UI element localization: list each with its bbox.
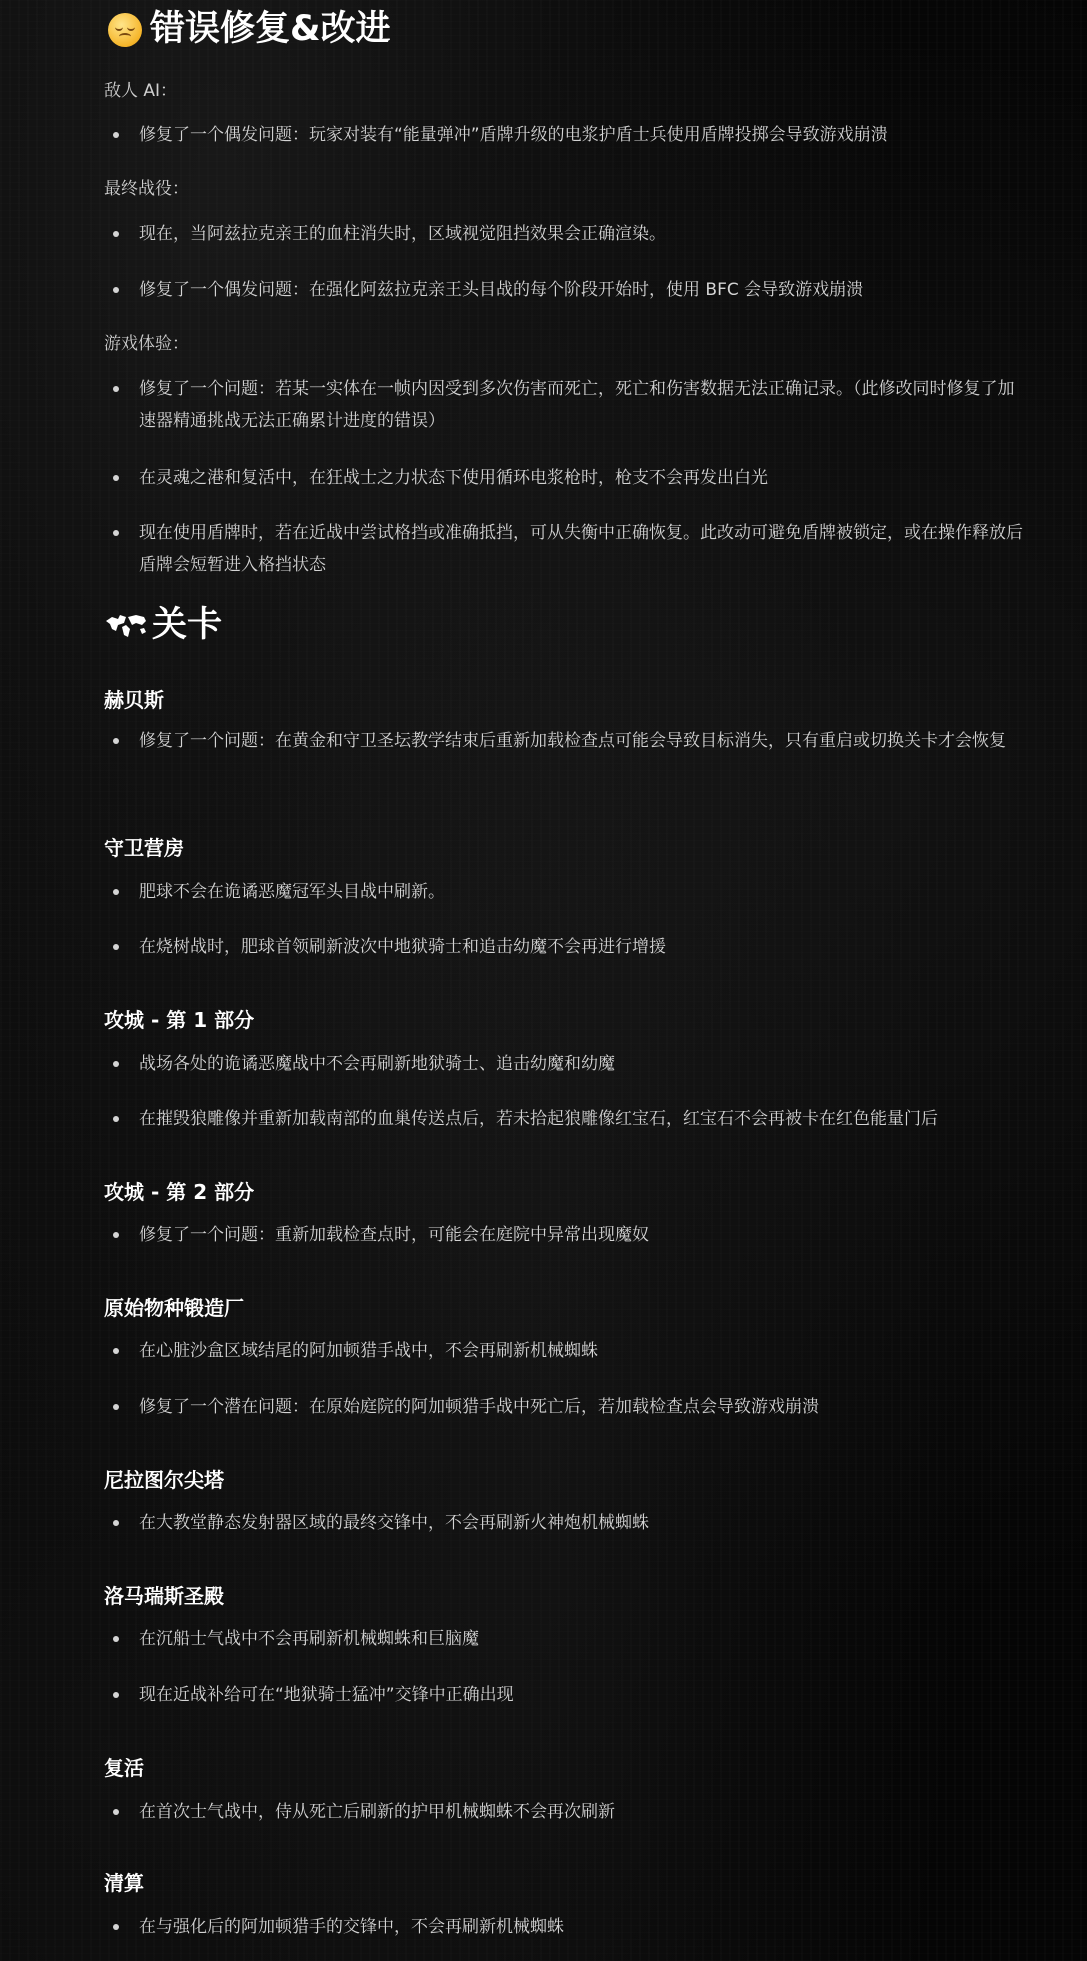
- list-item: 在与强化后的阿加顿猎手的交锋中，不会再刷新机械蜘蛛: [104, 1911, 1030, 1943]
- list-item: 修复了一个问题：若某一实体在一帧内因受到多次伤害而死亡，死亡和伤害数据无法正确记录。（此修改同时修复了加速器精通挑战无法正确累计进度的错误）: [104, 373, 1030, 437]
- levels-title: 关卡: [152, 605, 223, 645]
- level-name-forge: 原始物种锻造厂: [104, 1296, 244, 1320]
- list-item: 在首次士气战中，侍从死亡后刷新的护甲机械蜘蛛不会再次刷新: [104, 1796, 1030, 1828]
- list-item: 在大教堂静态发射器区域的最终交锋中，不会再刷新火神炮机械蜘蛛: [104, 1507, 1030, 1539]
- bugfix-title: 错误修复&改进: [150, 9, 391, 49]
- list-item: 修复了一个偶发问题：玩家对装有“能量弹冲”盾牌升级的电浆护盾士兵使用盾牌投掷会导致游戏崩溃: [104, 119, 1030, 151]
- level-name-reckoning: 清算: [104, 1871, 144, 1895]
- list-item: 修复了一个问题：重新加载检查点时，可能会在庭院中异常出现魔奴: [104, 1219, 1030, 1251]
- list-item: 修复了一个偶发问题：在强化阿兹拉克亲王头目战的每个阶段开始时，使用 BFC 会导致游戏崩溃: [104, 274, 1030, 306]
- list-item: 在沉船士气战中不会再刷新机械蜘蛛和巨脑魔: [104, 1623, 1030, 1655]
- level-name-hebeth: 赫贝斯: [104, 688, 164, 712]
- category-label-final-battle: 最终战役：: [104, 179, 189, 199]
- list-item: 肥球不会在诡谲恶魔冠军头目战中刷新。: [104, 876, 1030, 908]
- list-item: 修复了一个问题：在黄金和守卫圣坛教学结束后重新加载检查点可能会导致目标消失，只有重启或切换关卡才会恢复: [104, 725, 1030, 757]
- list-item: 修复了一个潜在问题：在原始庭院的阿加顿猎手战中死亡后，若加载检查点会导致游戏崩溃: [104, 1391, 1030, 1423]
- levels-heading: [104, 605, 223, 645]
- list-item: 在灵魂之港和复活中，在狂战士之力状态下使用循环电浆枪时，枪支不会再发出白光: [104, 462, 1030, 494]
- world-map-icon: [104, 611, 148, 641]
- list-item: 现在近战补给可在“地狱骑士猛冲”交锋中正确出现: [104, 1679, 1030, 1711]
- level-name-siege-part-2: 攻城 - 第 2 部分: [104, 1180, 255, 1204]
- level-name-temple: 洛马瑞斯圣殿: [104, 1584, 224, 1608]
- level-name-barracks: 守卫营房: [104, 836, 184, 860]
- bugfix-heading: [108, 9, 391, 49]
- list-item: 现在使用盾牌时，若在近战中尝试格挡或准确抵挡，可从失衡中正确恢复。此改动可避免盾牌被锁定，或在操作释放后盾牌会短暂进入格挡状态: [104, 517, 1030, 581]
- level-name-siege-part-1: 攻城 - 第 1 部分: [104, 1008, 255, 1032]
- category-label-gameplay: 游戏体验：: [104, 334, 189, 354]
- list-item: 战场各处的诡谲恶魔战中不会再刷新地狱骑士、追击幼魔和幼魔: [104, 1048, 1030, 1080]
- list-item: 在心脏沙盒区域结尾的阿加顿猎手战中，不会再刷新机械蜘蛛: [104, 1335, 1030, 1367]
- list-item: 在烧树战时，肥球首领刷新波次中地狱骑士和追击幼魔不会再进行增援: [104, 931, 1030, 963]
- category-label-enemy-ai: 敌人 AI：: [104, 81, 178, 101]
- list-item: 在摧毁狼雕像并重新加载南部的血巢传送点后，若未拾起狼雕像红宝石，红宝石不会再被卡在红色能量门后: [104, 1103, 1030, 1135]
- level-name-spire: 尼拉图尔尖塔: [104, 1468, 224, 1492]
- pensive-face-icon: [108, 13, 142, 47]
- list-item: 现在，当阿兹拉克亲王的血柱消失时，区域视觉阻挡效果会正确渲染。: [104, 218, 1030, 250]
- level-name-resurrection: 复活: [104, 1756, 144, 1780]
